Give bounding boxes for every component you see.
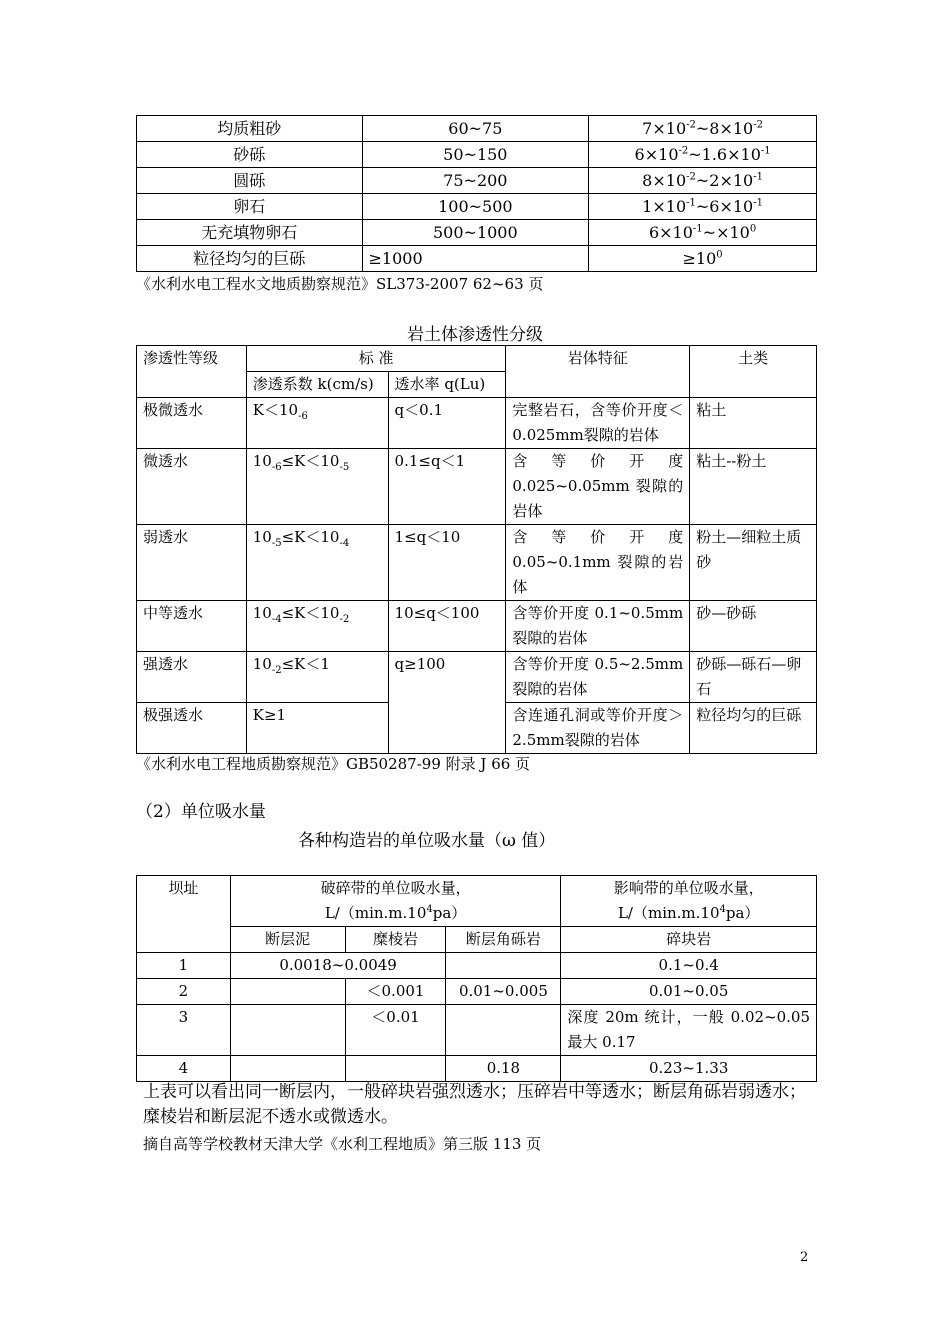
table-row: [137, 601, 817, 652]
k-range: $10_{-4}\le K<10_{-2}$: [246, 601, 388, 652]
conclusion-paragraph: 上表可以看出同一断层内，一般碎块岩强烈透水；压碎岩中等透水；断层角砾岩弱透水；糜棱岩和断层泥不透水或微透水。: [143, 1082, 806, 1127]
table-row: [137, 142, 817, 168]
grain-range: 500~1000: [362, 220, 589, 246]
cataclasite-value: 深度 20m 统计，一般 0.02~0.05 最大 0.17: [561, 1005, 817, 1056]
gouge-mylonite-value: 0.0018~0.0049: [230, 953, 446, 979]
cataclasite-value: 0.23~1.33: [561, 1056, 817, 1082]
table-row: [137, 246, 817, 272]
coefficient: $8\times 10^{-2}\sim 2\times 10^{-1}$: [589, 168, 817, 194]
gouge-value: [230, 1056, 345, 1082]
table-row: [137, 398, 817, 449]
soil-type: 粘土: [690, 398, 817, 449]
grade: 微透水: [137, 449, 247, 525]
header-k: 渗透系数 k(cm/s): [246, 372, 388, 398]
table-row: [137, 220, 817, 246]
soil-type: 砂砾—砾石—卵石: [690, 652, 817, 703]
breccia-value: 0.18: [446, 1056, 561, 1082]
header-gouge: 断层泥: [230, 927, 345, 953]
grain-range: ≥1000: [362, 246, 589, 272]
gouge-value: [230, 1005, 345, 1056]
table-row: [137, 168, 817, 194]
grain-range: 50~150: [362, 142, 589, 168]
coefficient: $6\times 10^{-2}\sim 1.6\times 10^{-1}$: [589, 142, 817, 168]
breccia-value: [446, 1005, 561, 1056]
material-name: 无充填物卵石: [137, 220, 363, 246]
material-name: 砂砾: [137, 142, 363, 168]
grade: 极强透水: [137, 703, 247, 754]
k-range: $10_{-5}\le K<10_{-4}$: [246, 525, 388, 601]
cataclasite-value: 0.1~0.4: [561, 953, 817, 979]
mylonite-value: [345, 1056, 446, 1082]
breccia-value: 0.01~0.005: [446, 979, 561, 1005]
site: 2: [137, 979, 231, 1005]
table-row: [137, 979, 817, 1005]
table1-source: 《水利水电工程水文地质勘察规范》SL373-2007 62~63 页: [136, 275, 544, 293]
material-name: 粒径均匀的巨砾: [137, 246, 363, 272]
header-q: 透水率 q(Lu): [388, 372, 506, 398]
soil-type: 砂—砂砾: [690, 601, 817, 652]
q-range: 0.1≤q＜1: [388, 449, 506, 525]
soil-type: 粘土--粉土: [690, 449, 817, 525]
grain-range: 75~200: [362, 168, 589, 194]
q-range: q＜0.1: [388, 398, 506, 449]
rock-feature: 完整岩石，含等价开度＜0.025mm裂隙的岩体: [506, 398, 690, 449]
table-row: [137, 1005, 817, 1056]
k-range: $10_{-6}\le K<10_{-5}$: [246, 449, 388, 525]
q-range: 1≤q＜10: [388, 525, 506, 601]
table2-title: 岩土体渗透性分级: [407, 325, 543, 345]
grain-range: 100~500: [362, 194, 589, 220]
grade: 弱透水: [137, 525, 247, 601]
rock-feature: 含连通孔洞或等价开度＞2.5mm裂隙的岩体: [506, 703, 690, 754]
header-rock: 岩体特征: [506, 346, 690, 398]
header-grade: 渗透性等级: [137, 346, 247, 398]
table-row: [137, 525, 817, 601]
material-name: 均质粗砂: [137, 116, 363, 142]
header-standard: 标 准: [246, 346, 506, 372]
table-row: [137, 116, 817, 142]
mylonite-value: ＜0.01: [345, 1005, 446, 1056]
table-row: [137, 652, 817, 703]
k-range: $10_{-2}\le K<1$: [246, 652, 388, 703]
unit-water-absorption-table: [136, 875, 817, 1082]
permeability-classification-table: [136, 345, 817, 754]
grade: 强透水: [137, 652, 247, 703]
page-number: 2: [800, 1250, 809, 1265]
mylonite-value: ＜0.001: [345, 979, 446, 1005]
grade: 极微透水: [137, 398, 247, 449]
header-fault-zone: 破碎带的单位吸水量， $L/(\min.m.10^4pa)$: [230, 876, 561, 927]
site: 3: [137, 1005, 231, 1056]
material-name: 卵石: [137, 194, 363, 220]
header-soil: 土类: [690, 346, 817, 398]
table-row: [137, 194, 817, 220]
permeability-coefficient-table: [136, 115, 817, 272]
rock-feature: 含 等 价 开 度 0.05~0.1mm 裂隙的岩体: [506, 525, 690, 601]
table-row: [137, 449, 817, 525]
header-site: 坝址: [137, 876, 231, 953]
site: 1: [137, 953, 231, 979]
q-range: 10≤q＜100: [388, 601, 506, 652]
header-influence-zone: 影响带的单位吸水量， $L/(\min.m.10^4pa)$: [561, 876, 817, 927]
header-breccia: 断层角砾岩: [446, 927, 561, 953]
k-range: K≥1: [246, 703, 388, 754]
coefficient: $7\times 10^{-2}\sim 8\times 10^{-2}$: [589, 116, 817, 142]
citation: 摘自高等学校教材天津大学《水利工程地质》第三版 113 页: [143, 1135, 542, 1153]
soil-type: 粒径均匀的巨砾: [690, 703, 817, 754]
grain-range: 60~75: [362, 116, 589, 142]
coefficient: $6\times 10^{-1}\sim\times 10^0$: [589, 220, 817, 246]
rock-feature: 含等价开度 0.1~0.5mm 裂隙的岩体: [506, 601, 690, 652]
table2-source: 《水利水电工程地质勘察规范》GB50287-99 附录 J 66 页: [136, 755, 531, 773]
table-row: [137, 953, 817, 979]
header-mylonite: 糜棱岩: [345, 927, 446, 953]
rock-feature: 含等价开度 0.5~2.5mm 裂隙的岩体: [506, 652, 690, 703]
coefficient: $1\times 10^{-1}\sim 6\times 10^{-1}$: [589, 194, 817, 220]
rock-feature: 含 等 价 开 度 0.025~0.05mm 裂隙的岩体: [506, 449, 690, 525]
table3-title: 各种构造岩的单位吸水量（ω 值）: [298, 831, 556, 851]
breccia-value: [446, 953, 561, 979]
site: 4: [137, 1056, 231, 1082]
k-range: $K<10_{-6}$: [246, 398, 388, 449]
grade: 中等透水: [137, 601, 247, 652]
soil-type: 粉土—细粒土质砂: [690, 525, 817, 601]
table-row: [137, 1056, 817, 1082]
cataclasite-value: 0.01~0.05: [561, 979, 817, 1005]
coefficient: $\ge 10^0$: [589, 246, 817, 272]
section-heading: （2）单位吸水量: [136, 802, 266, 822]
q-range: q≥100: [388, 652, 506, 754]
material-name: 圆砾: [137, 168, 363, 194]
header-cataclasite: 碎块岩: [561, 927, 817, 953]
gouge-value: [230, 979, 345, 1005]
